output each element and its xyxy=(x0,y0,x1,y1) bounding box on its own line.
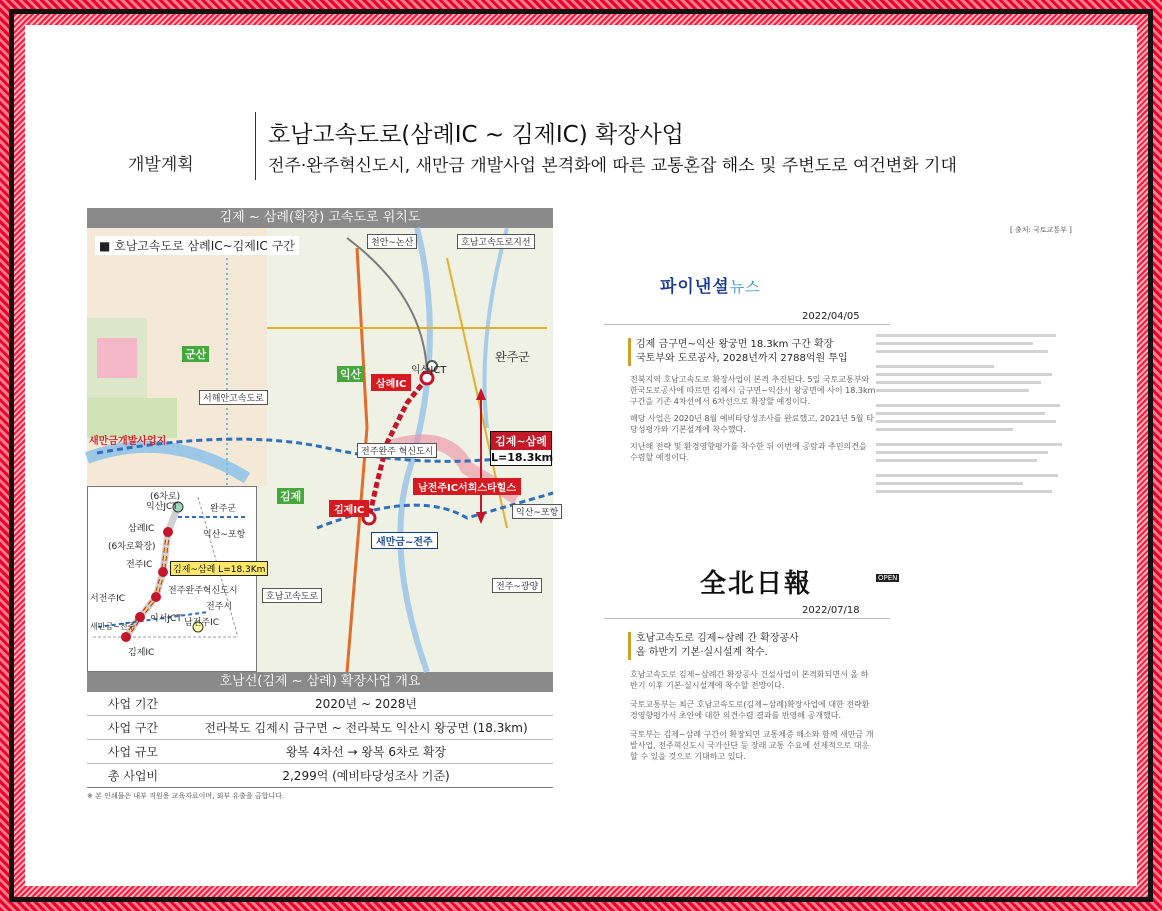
summary-table xyxy=(87,692,553,788)
inset-jeonju-city: 전주시 xyxy=(206,602,233,612)
inset-wanju: 완주군 xyxy=(210,504,237,514)
news2-date: 2022/07/18 xyxy=(802,605,860,616)
news1-para: 전북지역 호남고속도로 확장사업이 본격 추진된다. 5일 국토교통부와 한국도로공사에 따르면 김제시 금구면~익산시 왕궁면에 사이 18.3km 구간을 기존 4차선에서 6차선으로 확장할 예정이다. xyxy=(630,375,876,406)
section-label: 개발계획 xyxy=(128,155,194,175)
distance-title: 김제~삼례 xyxy=(491,432,551,450)
divider xyxy=(604,618,890,619)
page-title: 호남고속도로(삼례IC ~ 김제IC) 확장사업 xyxy=(268,122,684,148)
map-label-seohaean: 서해안고속도로 xyxy=(199,390,268,405)
open-badge: OPEN xyxy=(878,574,898,582)
map-legend: ■ 호남고속도로 삼례IC~김제IC 구간 xyxy=(95,236,299,255)
news1-body xyxy=(630,374,876,469)
inset-graphic xyxy=(88,487,258,673)
summary-key: 총 사업비 xyxy=(87,764,179,788)
summary-key: 사업 규모 xyxy=(87,740,179,764)
distance-length: L=18.3km xyxy=(491,451,554,464)
news2-headline-1: 호남고속도로 김제~삼례 간 확장공사 xyxy=(636,633,799,644)
table-row xyxy=(87,716,553,740)
summary-value: 전라북도 김제시 금구면 ~ 전라북도 익산시 왕궁면 (18.3km) xyxy=(179,716,553,740)
news1-headline-1: 김제 금구면~익산 왕궁면 18.3km 구간 확장 xyxy=(636,339,834,350)
map-label-wanju: 완주군 xyxy=(495,350,530,364)
summary-value: 2020년 ~ 2028년 xyxy=(179,692,553,716)
map-label-iksan: 익산 xyxy=(337,366,364,382)
logo-main: 파이낸셜 xyxy=(660,277,730,297)
inset-nam-jeonju: 남전주IC xyxy=(184,618,220,628)
news1-headline-2: 국토부와 도로공사, 2028년까지 2788억원 투입 xyxy=(636,353,848,364)
news2-para: 국토교통부는 최근 호남고속도로(김제~삼례)확장사업에 대한 전략환경영향평가서 초안에 대한 의견수렴 결과를 반영해 공개했다. xyxy=(630,700,870,720)
map-label-innovation-city: 전주완주 혁신도시 xyxy=(357,443,437,458)
news1-date: 2022/04/05 xyxy=(802,311,860,322)
inset-segment: 김제~삼례 L=18.3Km xyxy=(170,561,268,576)
left-column xyxy=(87,208,559,801)
map-label-gimje-ic: 김제IC xyxy=(329,500,369,517)
news2-headline xyxy=(628,632,890,660)
inset-samnye-ic: 삼례IC xyxy=(128,524,155,534)
map-label-gimje: 김제 xyxy=(277,488,304,504)
map-label-gunsan: 군산 xyxy=(182,346,209,362)
divider xyxy=(604,324,890,325)
inset-six-lane: (6차로) xyxy=(150,492,181,502)
map-heading: 김제 ~ 삼례(확장) 고속도로 위치도 xyxy=(87,208,553,228)
news2-para: 호남고속도로 김제~삼례간 확장공사 건설사업이 본격화되면서 올 하반기 이후 기본·실시설계에 착수할 전망이다. xyxy=(630,670,869,690)
page-subtitle: 전주·완주혁신도시, 새만금 개발사업 본격화에 따른 교통혼잡 해소 및 주변도로 여건변화 기대 xyxy=(268,156,957,176)
disclaimer: ※ 본 인쇄물은 내부 직원용 교육자료이며, 외부 유출을 금합니다. xyxy=(87,792,285,800)
inset-iseo-jct: 이서JCT xyxy=(150,614,182,624)
news1-para: 지난해 전략 및 환경영향평가를 착수한 뒤 이번에 공람과 주민의견을 수렴할 예정이다. xyxy=(630,442,867,462)
header-divider xyxy=(255,112,256,180)
summary-key: 사업 구간 xyxy=(87,716,179,740)
news1-headline xyxy=(628,338,890,366)
map-label-iksan-pohang: 익산~포항 xyxy=(512,504,562,519)
summary-value: 2,299억 (예비타당성조사 기준) xyxy=(179,764,553,788)
summary-value: 왕복 4차선 → 왕복 6차로 확장 xyxy=(179,740,553,764)
jeonbuk-ilbo-logo: 全北日報 xyxy=(700,569,813,599)
news2-headline-2: 올 하반기 기본·실시설계 착수. xyxy=(636,647,768,658)
map-label-saemangeum-zone: 새만금개발사업지 xyxy=(89,436,167,447)
document-scan xyxy=(876,334,1072,586)
table-row xyxy=(87,764,553,788)
map-label-nam-jeonju: 남전주IC서희스타힐스 xyxy=(413,478,521,495)
inset-iksan-jct: 익산JCT xyxy=(146,502,178,512)
news2-para: 국토부는 김제~삼례 구간이 확장되면 교통체증 해소와 함께 새만금 개발사업, 전주혁신도시 국가산단 등 장래 교통 수요에 선제적으로 대응할 수 있을 것으로 기대하고 있다. xyxy=(630,730,874,761)
inset-innovation: 전주완주혁신도시 xyxy=(168,586,238,596)
distance-box xyxy=(490,431,552,466)
page xyxy=(32,32,1130,879)
inset-saemangeum-jeonju: 새만금~전주 xyxy=(90,622,136,631)
summary-key: 사업 기간 xyxy=(87,692,179,716)
map-label-cheonan-nonsan: 천안~논산 xyxy=(367,234,417,249)
inset-iksan-pohang: 익산~포항 xyxy=(203,530,246,540)
map-label-saemangeum-jeonju: 새만금~전주 xyxy=(371,532,438,549)
inset-six-lane-plan: (6차로확장) xyxy=(108,542,156,552)
map-label-honam-expressway: 호남고속도로 xyxy=(262,588,322,603)
inset-jeonju-ic: 전주IC xyxy=(126,560,153,570)
map-label-jeonju-gwangyang: 전주~광양 xyxy=(492,578,542,593)
summary-heading: 호남선(김제 ~ 삼례) 확장사업 개요 xyxy=(87,672,553,692)
logo-sub: 뉴스 xyxy=(729,278,761,296)
inset-seojeonju-ic: 서전주IC xyxy=(90,594,126,604)
map-label-iksan-jct: 익산JCT xyxy=(411,365,447,376)
table-row xyxy=(87,692,553,716)
table-row xyxy=(87,740,553,764)
map-label-samnye-ic: 삼례IC xyxy=(371,374,411,391)
news1-para: 해당 사업은 2020년 8월 예비타당성조사를 완료했고, 2021년 5월 타당성평가와 기본설계에 착수했다. xyxy=(630,414,874,434)
location-map xyxy=(87,228,559,672)
map-label-honam-jiseon: 호남고속도로지선 xyxy=(457,234,535,249)
inset-gimje-ic: 김제IC xyxy=(128,648,155,658)
financial-news-logo xyxy=(660,272,761,297)
source-note: [ 출처: 국토교통부 ] xyxy=(1010,226,1072,234)
inset-map xyxy=(87,486,266,672)
news2-body xyxy=(630,669,876,770)
